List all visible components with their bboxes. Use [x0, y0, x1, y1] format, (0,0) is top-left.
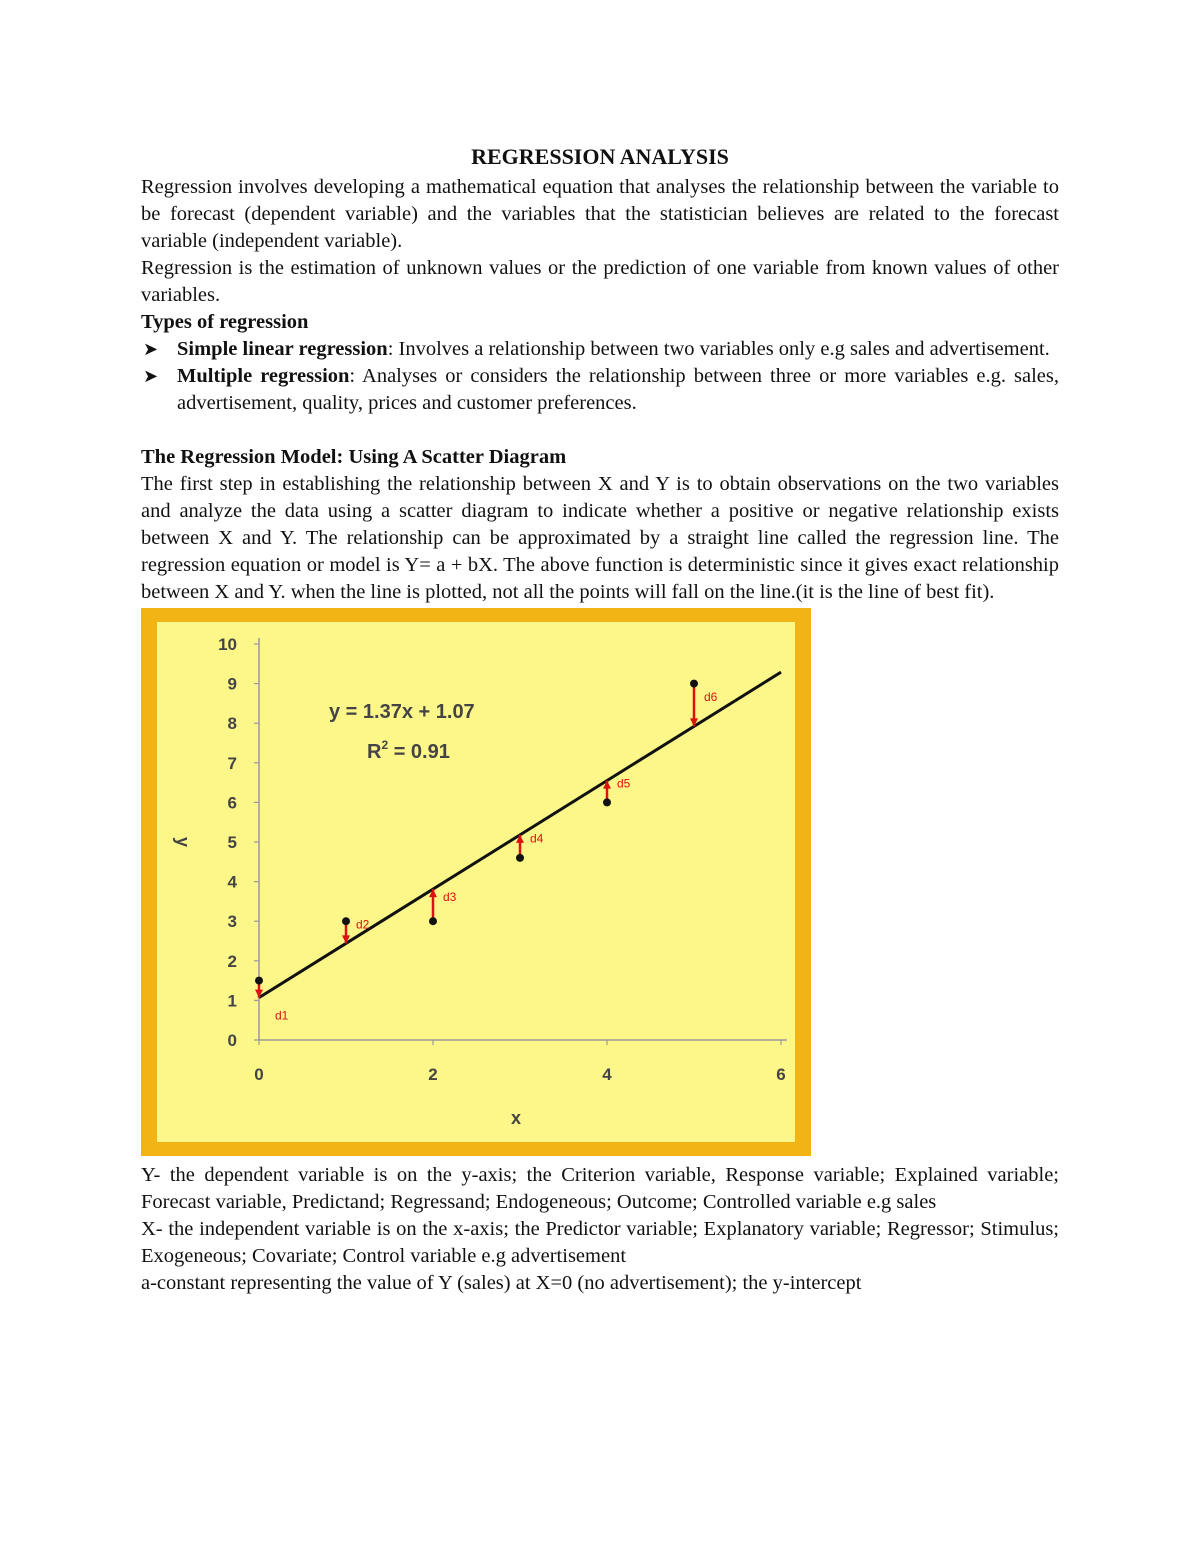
list-item-text: : Analyses or considers the relationship between three or more variables e.g. sales, advertisement, quality, prices and customer preferences.: [177, 365, 1060, 414]
x-tick-label: 2: [428, 1065, 438, 1084]
r-squared-value: = 0.91: [388, 741, 450, 763]
model-heading: The Regression Model: Using A Scatter Diagram: [141, 446, 567, 468]
y-tick-label: 2: [227, 951, 237, 971]
x-tick-label: 4: [602, 1065, 612, 1084]
list-item-term: Simple linear regression: [177, 338, 388, 360]
plot-area: [157, 622, 795, 1142]
arrowhead-bullet-icon: ➤: [143, 366, 159, 387]
r-squared-superscript: 2: [381, 738, 389, 752]
arrowhead-bullet-icon: ➤: [143, 339, 159, 360]
y-axis-label: y: [173, 836, 193, 848]
y-tick-label: 5: [227, 833, 237, 852]
intro-paragraph-2: Regression is the estimation of unknown values or the prediction of one variable from known values of other variables.: [141, 257, 1059, 306]
data-point: [342, 917, 350, 925]
y-tick-label: 3: [227, 912, 237, 932]
list-item-text: : Involves a relationship between two variables only e.g sales and advertisement.: [387, 338, 1050, 360]
y-definition: Y- the dependent variable is on the y-axis; the Criterion variable, Response variable; Explained variable; Forecast variable, Predictand; Regressand; Endogeneous; Outcome; Controlled variable e.g sales: [141, 1164, 1059, 1213]
y-tick-label: 7: [227, 753, 237, 773]
scatter-chart-svg: [141, 608, 811, 1156]
x-tick-label: 6: [776, 1065, 786, 1084]
list-item: [141, 336, 1059, 363]
document-body: [141, 140, 1059, 1297]
y-tick-label: 4: [227, 872, 237, 892]
blank-line: [141, 417, 1059, 444]
scatter-chart: [141, 608, 811, 1156]
types-list: [141, 336, 1059, 417]
data-point: [255, 977, 263, 985]
data-point: [603, 798, 611, 806]
list-item-term: Multiple regression: [177, 365, 350, 387]
r-squared-label: [367, 738, 450, 763]
residual-label: d3: [443, 890, 457, 905]
r-squared-symbol: R: [367, 741, 382, 763]
equation-label: y = 1.37x + 1.07: [329, 701, 475, 723]
a-definition: a-constant representing the value of Y (sales) at X=0 (no advertisement); the y-intercept: [141, 1272, 862, 1294]
x-definition: X- the independent variable is on the x-axis; the Predictor variable; Explanatory variable; Regressor; Stimulus; Exogeneous; Covariate; Control variable e.g advertisement: [141, 1218, 1059, 1267]
residual-label: d1: [275, 1008, 289, 1023]
x-tick-label: 0: [254, 1065, 264, 1084]
y-tick-label: 6: [227, 793, 237, 813]
residual-label: d6: [704, 689, 718, 704]
y-tick-label: 8: [227, 714, 237, 734]
y-tick-label: 10: [218, 635, 237, 654]
list-item: [141, 363, 1059, 417]
types-heading: Types of regression: [141, 311, 309, 333]
data-point: [516, 854, 524, 862]
data-point: [429, 917, 437, 925]
residual-label: d4: [530, 831, 544, 846]
intro-paragraph-1: Regression involves developing a mathematical equation that analyses the relationship between the variable to be forecast (dependent variable) and the variables that the statistician believes are related to the forecast variable (independent variable).: [141, 176, 1059, 252]
data-point: [690, 680, 698, 688]
y-tick-label: 1: [227, 991, 237, 1011]
residual-label: d5: [617, 776, 631, 791]
y-tick-label: 9: [227, 674, 237, 694]
residual-label: d2: [356, 917, 370, 932]
y-tick-label: 0: [227, 1031, 237, 1050]
model-paragraph: The first step in establishing the relationship between X and Y is to obtain observations on the two variables and analyze the data using a scatter diagram to indicate whether a positive or negative relationship exists between X and Y. The relationship can be approximated by a straight line called the regression line. The regression equation or model is Y= a + bX. The above function is deterministic since it gives exact relationship between X and Y. when the line is plotted, not all the points will fall on the line.(it is the line of best fit).: [141, 473, 1059, 603]
page-title: REGRESSION ANALYSIS: [471, 144, 729, 169]
x-axis-label: x: [510, 1108, 522, 1128]
